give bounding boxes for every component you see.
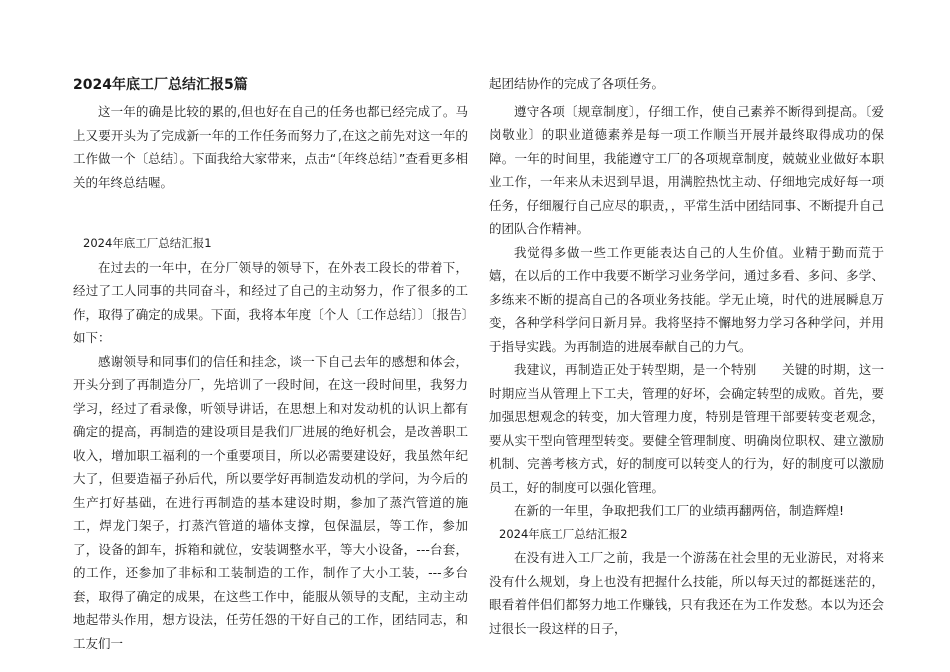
spacer	[73, 194, 468, 232]
body-paragraph: 在没有进入工厂之前，我是一个游荡在社会里的无业游民，对将来没有什么规划，身上也没有把握什么技能，所以每天过的都挺迷茫的，眼看着伴侣们都努力地工作赚钱，只有我还在为工作发愁。本以为还会过很长一段这样的日子，	[489, 550, 884, 636]
body-paragraph: 起团结协作的完成了各项任务。	[489, 76, 665, 91]
body-paragraph: 我觉得多做一些工作更能表达自己的人生价值。业精于勤而荒于嬉，在以后的工作中我要不断学习业务学问，通过多看、多问、多学、多练来不断的提高自己的各项业务技能。学无止境，时代的进展瞬息万变，各种学科学问日新月异。我将坚持不懈地努力学习各种学问，并用于指导实践。为再制造的进展奉献自己的力气。	[489, 244, 884, 354]
body-paragraph: 在过去的一年中，在分厂领导的领导下，在外表工段长的带着下，经过了工人同事的共同奋斗，和经过了自己的主动努力，作了很多的工作，取得了确定的成果。下面，我将本年度〔个人〔工作总结〕〕〔报告〕如下：	[73, 259, 468, 345]
intro-paragraph: 这一年的确是比较的累的,但也好在自己的任务也都已经完成了。马上又要开头为了完成新一年的工作任务而努力了,在这之前先对这一年的工作做一个〔总结〕。下面我给大家带来，点击“〔年终总结〕”查看更多相关的年终总结喔。	[73, 104, 468, 190]
right-column	[489, 72, 884, 640]
body-paragraph: 遵守各项〔规章制度〕，仔细工作，使自己素养不断得到提高。〔爱岗敬业〕的职业道德素养是每一项工作顺当开展并最终取得成功的保障。一年的时间里，我能遵守工厂的各项规章制度，兢兢业业做好本职业工作，一年来从未迟到早退，用满腔热忱主动、仔细地完成好每一项任务，仔细履行自己应尽的职责，，平常生活中团结同事、不断提升自己的团队合作精神。	[489, 103, 884, 236]
body-paragraph: 感谢领导和同事们的信任和挂念，谈一下自己去年的感想和体会，开头分到了再制造分厂，先培训了一段时间，在这一段时间里，我努力学习，经过了看录像，听领导讲话，在思想上和对发动机的认识上都有确定的提高，再制造的建设项目是我们厂进展的绝好机会，是改善职工收入，增加职工福利的一个重要项目，所以必需要建设好，我虽然年纪大了，但要造福子孙后代，所以要学好再制造发动机的学问，为今后的生产打好基础，在进行再制造的基本建设时期，参加了蒸汽管道的施工，焊龙门架子，打蒸汽管道的墙体支撑，包保温层，等工作，参加了，设备的卸车，拆箱和就位，安装调整水平，等大小设备，---台套，的工作，还参加了非标和工装制造的工作，制作了大小工装，---多台套，取得了确定的成果，在这些工作中，能服从领导的支配，主动主动地起带头作用，想方设法，任劳任怨的干好自己的工作，团结同志，和工友们一	[73, 353, 468, 651]
section-heading-2: 2024年底工厂总结汇报2	[499, 526, 628, 541]
document-title: 2024年底工厂总结汇报5篇	[73, 77, 248, 93]
body-paragraph: 我建议，再制造正处于转型期，是一个特别 关键的时期，这一时期应当从管理上下工夫，管理的好坏，会确定转型的成败。首先，要加强思想观念的转变，加大管理力度，特别是管理干部要转变老观念，要从实干型向管理型转变。要健全管理制度、明确岗位职权、建立激励机制、完善考核方式，好的制度可以转变人的行为，好的制度可以激励员工，好的制度可以强化管理。	[489, 362, 884, 495]
section-heading-1: 2024年底工厂总结汇报1	[83, 236, 212, 250]
body-paragraph: 在新的一年里，争取把我们工厂的业绩再翻两倍，制造辉煌!	[514, 503, 845, 518]
left-column	[73, 74, 468, 655]
